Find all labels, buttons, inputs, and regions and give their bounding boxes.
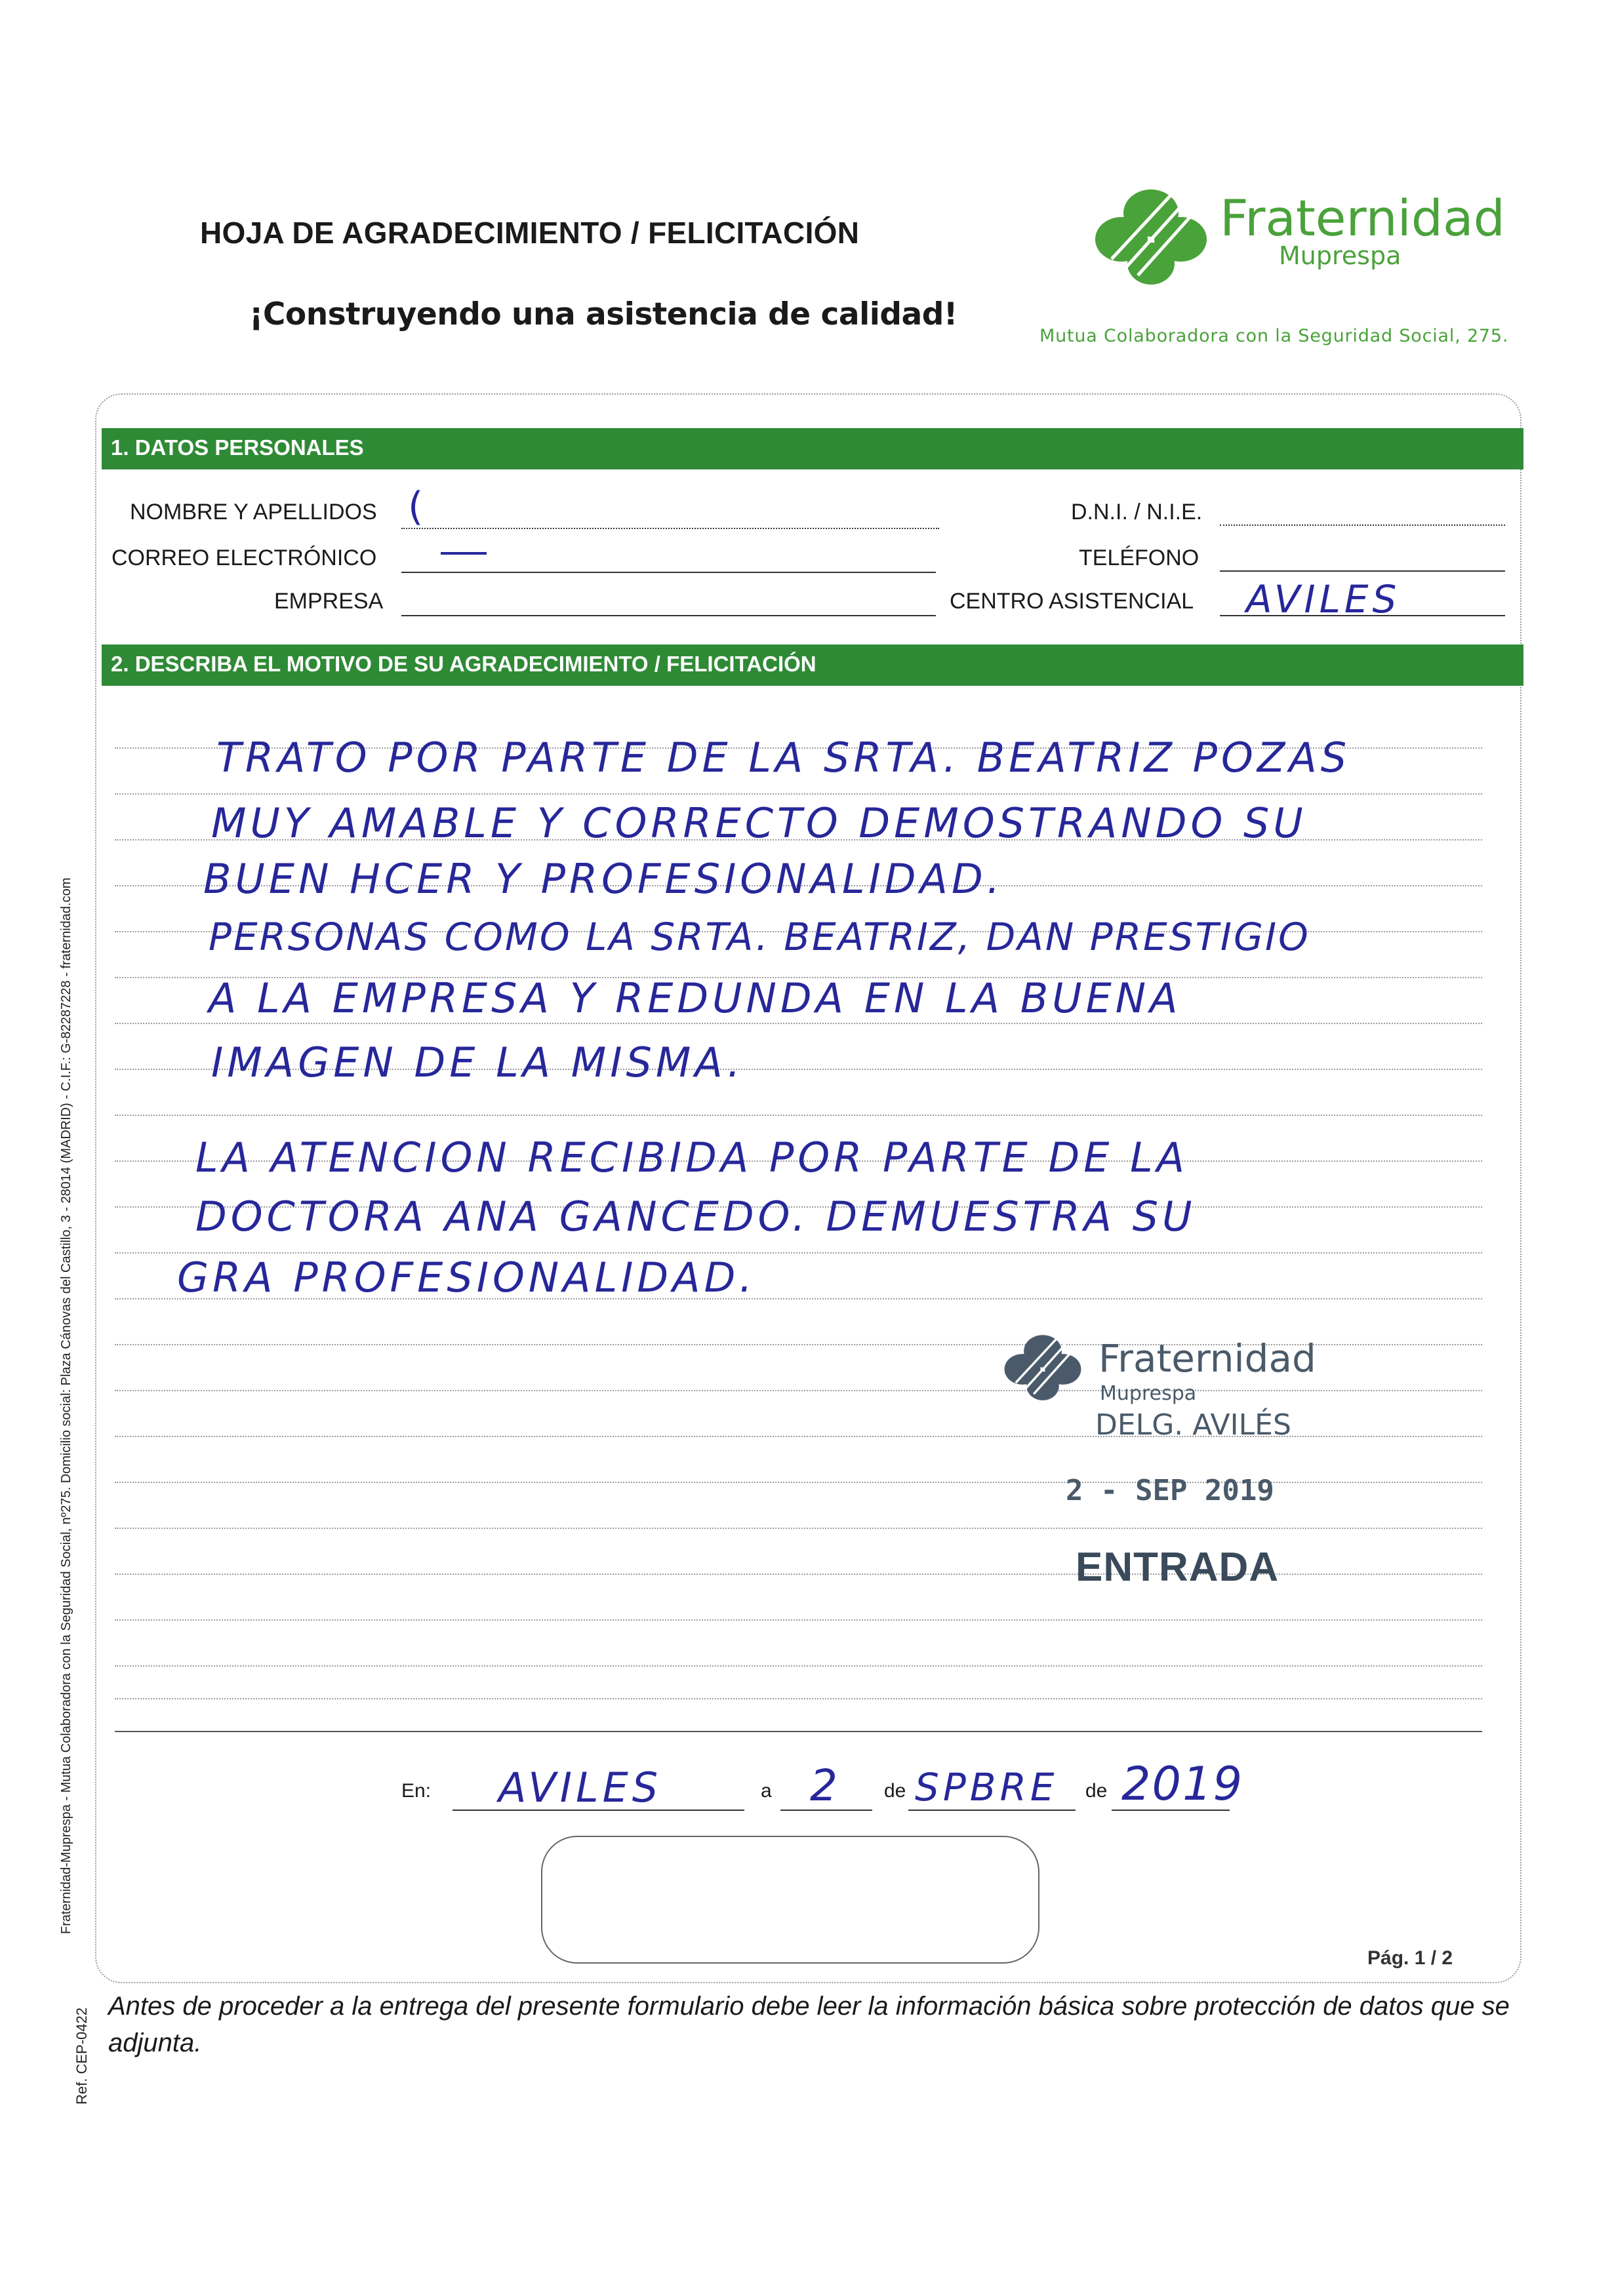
- form-title: HOJA DE AGRADECIMIENTO / FELICITACIÓN: [200, 216, 860, 250]
- empresa-field[interactable]: [401, 615, 936, 616]
- ruled-line: [115, 1698, 1482, 1699]
- centro-label: CENTRO ASISTENCIAL: [950, 589, 1194, 614]
- dni-label: D.N.I. / N.I.E.: [1071, 500, 1203, 525]
- form-reference: Ref. CEP-0422: [73, 2008, 90, 2105]
- page-number: Pág. 1 / 2: [1367, 1947, 1453, 1969]
- ruled-line: [115, 1619, 1482, 1621]
- empresa-label: EMPRESA: [274, 589, 384, 614]
- ruled-line: [115, 1023, 1482, 1024]
- ruled-line: [115, 793, 1482, 795]
- section-reason-header: 2. DESCRIBA EL MOTIVO DE SU AGRADECIMIENTO / FELICITACIÓN: [102, 644, 1523, 686]
- stamp-date: 2 - SEP 2019: [1066, 1474, 1274, 1507]
- en-label: En:: [401, 1780, 432, 1802]
- stamp-clover-icon: [994, 1331, 1092, 1403]
- handwritten-line: PERSONAS COMO LA SRTA. BEATRIZ, DAN PRESTIGIO: [209, 915, 1310, 959]
- handwritten-line: IMAGEN DE LA MISMA.: [211, 1039, 744, 1086]
- correo-label: CORREO ELECTRÓNICO: [111, 545, 377, 570]
- mutua-tagline: Mutua Colaboradora con la Seguridad Social, 275.: [1039, 326, 1509, 346]
- handwritten-line: GRA PROFESIONALIDAD.: [177, 1254, 757, 1301]
- fraternidad-logo: [1085, 177, 1505, 288]
- logo-sub-text: Muprespa: [1279, 241, 1401, 270]
- de2-label: de: [1085, 1780, 1108, 1802]
- legal-side-text: Fraternidad-Muprespa - Mutua Colaboradora con la Seguridad Social, nº275. Domicilio social: Plaza Cánovas del Castillo, 3 - 28014 (MADRID) - C.I.F.: G-82287228 - fraternidad.com: [59, 877, 73, 1934]
- correo-dash-mark: [441, 552, 487, 555]
- nombre-field[interactable]: [401, 528, 939, 529]
- month-value: SPBRE: [915, 1765, 1058, 1810]
- stamp-entrada: ENTRADA: [1076, 1545, 1280, 1590]
- privacy-notice: Antes de proceder a la entrega del presente formulario debe leer la información básica sobre protección de datos que se adjunta.: [108, 1992, 1510, 2057]
- handwritten-line: TRATO POR PARTE DE LA SRTA. BEATRIZ POZAS: [216, 734, 1351, 782]
- dni-field[interactable]: [1220, 525, 1505, 526]
- handwritten-line: A LA EMPRESA Y REDUNDA EN LA BUENA: [209, 974, 1182, 1022]
- form-frame: [95, 393, 1521, 1983]
- month-field[interactable]: [908, 1810, 1076, 1811]
- de1-label: de: [884, 1780, 906, 1802]
- correo-field[interactable]: [401, 572, 936, 573]
- logo-brand-text: Fraternidad: [1220, 189, 1505, 247]
- clover-logo-icon: [1085, 184, 1217, 288]
- stamp-sub: Muprespa: [1100, 1382, 1197, 1405]
- handwritten-line: LA ATENCION RECIBIDA POR PARTE DE LA: [195, 1134, 1189, 1181]
- ruled-line: [115, 1528, 1482, 1529]
- telefono-label: TELÉFONO: [1079, 545, 1199, 570]
- telefono-field[interactable]: [1220, 570, 1505, 572]
- form-subtitle: ¡Construyendo una asistencia de calidad!: [249, 296, 957, 332]
- centro-value: AVILES: [1246, 577, 1401, 622]
- reception-stamp: [994, 1324, 1335, 1521]
- section-bottom-line: [115, 1731, 1482, 1732]
- handwritten-line: BUEN HCER Y PROFESIONALIDAD.: [203, 855, 1004, 903]
- handwritten-line: DOCTORA ANA GANCEDO. DEMUESTRA SU: [195, 1193, 1196, 1240]
- day-value: 2: [810, 1760, 841, 1811]
- ruled-line: [115, 1665, 1482, 1667]
- stamp-brand: Fraternidad: [1098, 1336, 1316, 1381]
- stamp-office: DELG. AVILÉS: [1095, 1408, 1291, 1442]
- ruled-line: [115, 1115, 1482, 1116]
- a-label: a: [761, 1780, 772, 1802]
- handwritten-line: MUY AMABLE Y CORRECTO DEMOSTRANDO SU: [211, 799, 1307, 847]
- nombre-label: NOMBRE Y APELLIDOS: [130, 500, 377, 525]
- nombre-bracket-mark: (: [408, 484, 428, 530]
- place-value: AVILES: [498, 1764, 662, 1811]
- year-value: 2019: [1121, 1757, 1244, 1811]
- section-personal-data-header: 1. DATOS PERSONALES: [102, 428, 1523, 469]
- signature-box[interactable]: [541, 1836, 1039, 1964]
